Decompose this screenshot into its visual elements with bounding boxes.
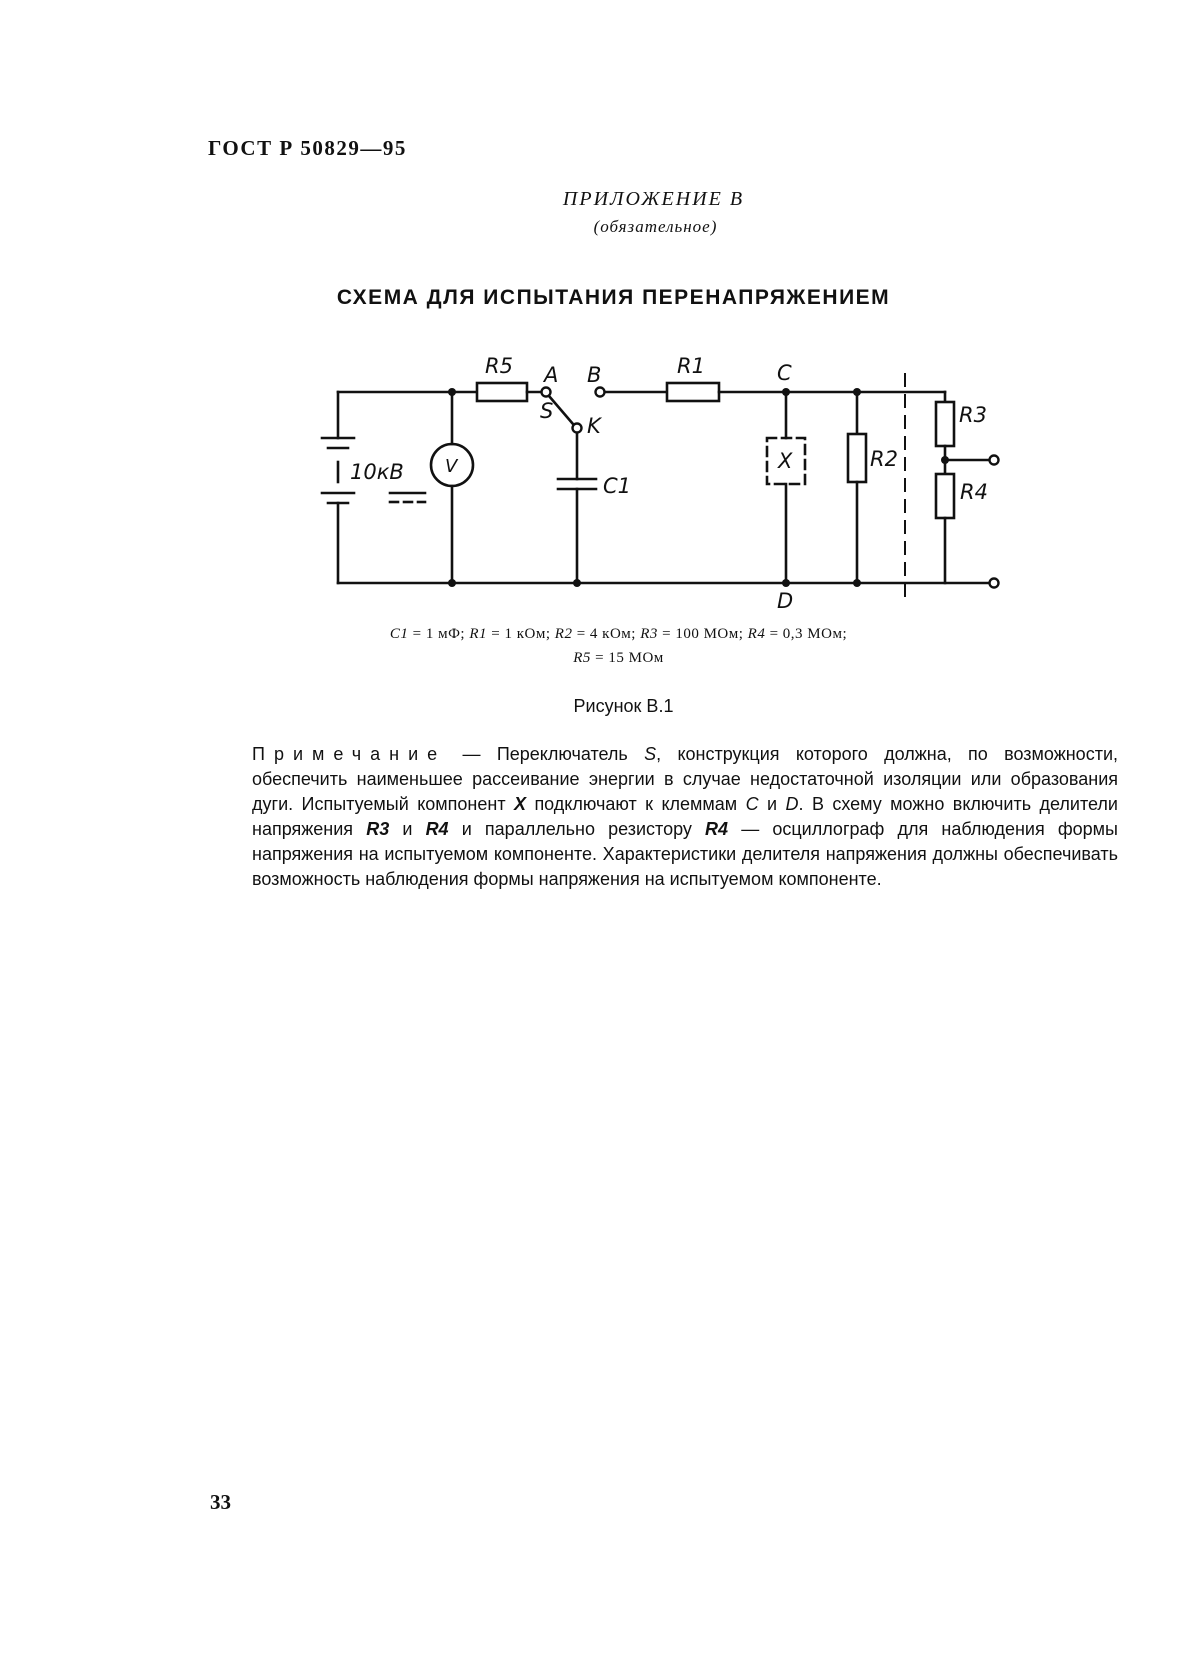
label-r1: R1 [677,354,705,378]
label-r5: R5 [485,354,513,378]
document-code: ГОСТ Р 50829—95 [208,136,407,160]
param-r2: R2 = 4 кОм; [554,626,641,642]
page-number: 33 [210,1490,231,1514]
label-c: C [777,361,792,385]
label-x: X [778,449,793,473]
param-r4: R4 = 0,3 МОм; [747,626,848,642]
resistor-r2 [848,434,866,482]
label-source-voltage: 10кВ [350,460,404,484]
appendix-title: ПРИЛОЖЕНИЕ В [562,188,745,210]
appendix-subtitle: (обязательное) [593,217,718,236]
label-d: D [777,589,794,613]
circuit-diagram [0,0,1187,700]
param-c1: C1 = 1 мФ; [389,626,470,642]
label-c1: C1 [603,474,632,498]
resistor-r3 [936,402,954,446]
param-r3: R3 = 100 МОм; [640,626,748,642]
label-b: B [587,363,602,387]
label-v: V [445,456,458,477]
param-r5: R5 = 15 МОм [573,650,664,666]
note-lead: Примечание [252,744,447,764]
param-r1: R1 = 1 кОм; [469,626,555,642]
label-s: S [540,399,554,423]
note-paragraph: Примечание — Переключатель S, конструкция которого должна, по возможности, обеспечить наименьшее рассеивание энергии в случае недостаточной изоляции или образования дуги. Испытуемый компонент X подключают к клеммам C и D. В схему можно включить делители напряжения R3 и R4 и параллельно резистору R4 — осциллограф для наблюдения формы напряжения на испытуемом компоненте. Характеристики делителя напряжения должны обеспечивать возможность наблюдения формы напряжения на испытуемом компоненте. [252,744,1118,889]
figure-caption: Рисунок В.1 [573,696,674,716]
label-r4: R4 [960,480,988,504]
resistor-r5 [477,383,527,401]
component-values-line2 [0,650,1187,667]
label-r2: R2 [870,447,898,471]
resistor-r1 [667,383,719,401]
label-k: K [587,414,601,438]
label-r3: R3 [959,403,987,427]
resistor-r4 [936,474,954,518]
label-a: A [544,363,559,387]
component-values [0,626,1187,643]
section-title: СХЕМА ДЛЯ ИСПЫТАНИЯ ПЕРЕНАПРЯЖЕНИЕМ [336,286,891,309]
